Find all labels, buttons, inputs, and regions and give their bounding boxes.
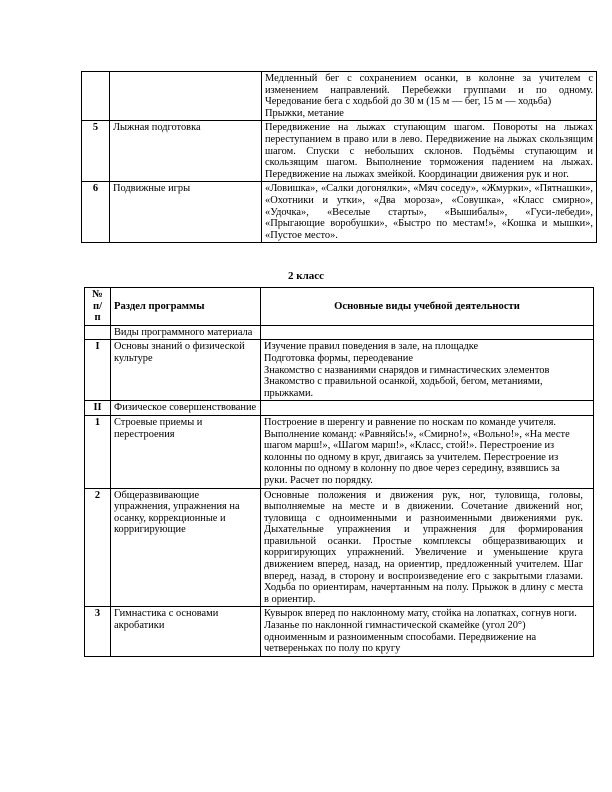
section-name: Основы знаний о физической культуре: [111, 340, 261, 401]
section-name: Гимнастика с основами акробатики: [111, 607, 261, 656]
header-section: Раздел программы: [111, 288, 261, 326]
row-number: II: [85, 401, 111, 416]
section-name: Строевые приемы и перестроения: [111, 415, 261, 488]
section-name: [110, 72, 262, 121]
section-name: Физическое совершенствование: [111, 401, 261, 416]
activities-text: Передвижение на лыжах ступающим шагом. Повороты на лыжах переступанием в право или в лево. Передвижение на лыжах скользящим шагом. Спуски с небольших склонов. Подъёмы ступающим и скользящим шагом. Выполнение торможения падением на лыжах. Передвижение на лыжах змейкой. Координации движения рук и ног.: [262, 121, 597, 182]
grade-2-program-table: [84, 287, 594, 657]
table-row: [85, 340, 594, 401]
row-number: 3: [85, 607, 111, 656]
table-row: [85, 325, 594, 340]
header-number: № п/ п: [85, 288, 111, 326]
activities-text: «Ловишка», «Салки догонялки», «Мяч соседу», «Жмурки», «Пятнашки», «Охотники и утки», «Два мороза», «Совушка», «Класс смирно», «Удочка», «Веселые старты», «Вышибалы», «Гуси-лебеди», «Прыгающие воробушки», «Быстро по местам!», «Кошка и мышки», «Пустое место».: [262, 182, 597, 243]
row-number: 1: [85, 415, 111, 488]
table-header-row: [85, 288, 594, 326]
table-row: [82, 182, 597, 243]
section-name: Виды программного материала: [111, 325, 261, 340]
activities-text: Основные положения и движения рук, ног, туловища, головы, выполняемые на месте и в движении. Сочетание движений ног, туловища с одноименными и разноименными движениями рук. Дыхательные упражнения и упражнения для формирования правильной осанки. Простые комплексы общеразвивающих и корригирующих упражнений. Увеличение и уменьшение круга движением вперед, назад, на ориентир, предложенный учителем. Шаг вперед, назад, в сторону и воспроизведение его с закрытыми глазами. Ходьба по ориентирам, начертанным на полу. Прыжок в длину с места в ориентир.: [261, 488, 594, 607]
section-name: Лыжная подготовка: [110, 121, 262, 182]
row-number: [85, 325, 111, 340]
activities-text: Изучение правил поведения в зале, на площадке Подготовка формы, переодевание Знакомство с названиями снарядов и гимнастических элементов Знакомство с правильной осанкой, ходьбой, бегом, метаниями, прыжками.: [261, 340, 594, 401]
table-row: [82, 121, 597, 182]
activities-text: [261, 325, 594, 340]
activities-text: [261, 401, 594, 416]
row-number: 2: [85, 488, 111, 607]
continued-program-table: [81, 71, 597, 243]
table-row: [85, 415, 594, 488]
row-number: 6: [82, 182, 110, 243]
activities-text: Кувырок вперед по наклонному мату, стойка на лопатках, согнув ноги. Лазанье по наклонной гимнастической скамейке (угол 20°) одноименным и разноименным способами. Передвижение на четвереньках по полу по кругу: [261, 607, 594, 656]
table-row: [82, 72, 597, 121]
row-number: 5: [82, 121, 110, 182]
table-row: [85, 401, 594, 416]
row-number: I: [85, 340, 111, 401]
header-activities: Основные виды учебной деятельности: [261, 288, 594, 326]
table-row: [85, 488, 594, 607]
section-name: Подвижные игры: [110, 182, 262, 243]
table-row: [85, 607, 594, 656]
grade-title: 2 класс: [287, 270, 325, 282]
activities-text: Медленный бег с сохранением осанки, в колонне за учителем с изменением направлений. Перебежки группами и по одному. Чередование бега с ходьбой до 30 м (15 м — бег, 15 м — ходьба) Прыжки, метание: [262, 72, 597, 121]
row-number: [82, 72, 110, 121]
section-name: Общеразвивающие упражнения, упражнения на осанку, коррекционные и корригирующие: [111, 488, 261, 607]
activities-text: Построение в шеренгу и равнение по носкам по команде учителя. Выполнение команд: «Равняйсь!», «Смирно!», «Вольно!», «На месте шагом марш!», «Шагом марш!», «Класс, стой!». Перестроение из колонны по одному в круг, двигаясь за учителем. Перестроение из колонны по одному в колонну по двое через середину, взявшись за руки. Расчет по порядку.: [261, 415, 594, 488]
